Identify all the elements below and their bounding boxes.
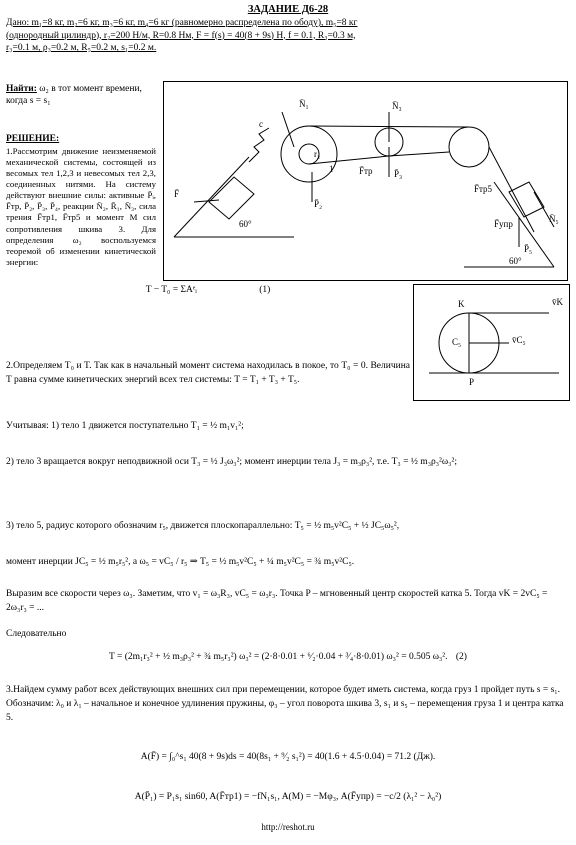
pulley-4 [449,127,489,167]
given-line-2: (однородный цилиндр), r₂=200 Н/м, R=0.8 Нм, F = f(s) = 40(8 + 9s) Н, f = 0.1, R₃=0.3 м, [6,30,356,41]
label-p3: P̄₃ [394,169,403,179]
solution-continuation [6,284,410,298]
step-2-body-4: момент инерции JC₅ = ½ m₅r₅², а ω₅ = vC₅ / r₅ ⇒ T₅ = ½ m₅v²C₅ + ¼ m₅v²C₅ = ¾ m₅v²C₅. [6,557,355,567]
label-n5: N̄₅ [549,214,559,224]
label-1: 1 [329,164,334,174]
label-p: P [469,377,475,387]
label-k: K [458,299,465,309]
label-vk: v̄K [552,297,563,307]
rope-mid [309,156,389,164]
page-title: ЗАДАНИЕ Д6-28 [247,4,329,15]
label-angle-1: 60° [239,219,252,229]
given-line-1: Дано: m₁=8 кг, m₂=6 кг, m₃=6 кг, m₄=6 кг (равномерно распределена по ободу), m₅=8 кг [6,18,358,28]
equation-3: A(F̄) = ∫₀^s₁ 40(8 + 9s)ds = 40(8s₁ + ⁹⁄₂ s₁²) = 40(1.6 + 4.5·0.04) = 71.2 (Дж). [140,752,436,762]
label-ftp: F̄тр [359,166,373,176]
step-2-body-3: 3) тело 5, радиус которого обозначим r₅, движется плоскопараллельно: T₅ = ½ m₅v²C₅ + ½ JC₅ω₅², [6,521,400,531]
label-n1: N̄₁ [299,99,309,109]
step-2-intro: 2.Определяем T₀ и T. Так как в начальный момент система находилась в покое, то T₀ = 0. Величина T равна сумме кинетических энергий всех тел системы: T = T₁ + T₃ + T₅. [6,361,410,385]
rolling-body-diagram [414,285,569,400]
step-2-body-5: Выразим все скорости через ω₃. Заметим, что v₁ = ω₃R₃, vC₅ = ω₃r₃. Точка P – мгновенный центр скоростей катка 5. Тогда vK = 2vC₅ = 2ω₃r₃ = ... [6,589,548,613]
step-2-body-2: 2) тело 3 вращается вокруг неподвижной оси T₃ = ½ J₃ω₃²; момент инерции тела J₃ = m₃ρ₃², т.е. T₃ = ½ m₃ρ₃²ω₃²; [6,457,457,467]
solution-heading: РЕШЕНИЕ: [6,134,60,144]
label-ftp5: F̄тр5 [474,184,493,194]
solution-text: 1.Рассмотрим движение неизменяемой механической системы, состоящей из весомых тел 1,2,3 и невесомых тел 2,3, соединенных нитями. На систему действуют внешние силы: активные P̄ᵢ, F̄тр, P̄₂, P̄₃, P̄₄, реакции N̄₂, R̄₁, N̄₃, сила трения F̄тр1, F̄тр5 и момент M сил сопротивления шкива 3. Для определения ω₂ воспользуемся теоремой об изменении кинетической энергии: [6,146,156,267]
label-p2: P̄₂ [314,199,323,209]
block-1 [209,177,254,219]
label-n3: N̄₃ [392,101,402,111]
solution-theorem: T − T₀ = ΣAᵉᵢ (1) [145,285,271,295]
label-f: F̄ [174,189,180,199]
label-angle-2: 60° [509,256,522,266]
given-line-3: r₃=0.1 м, ρ₃=0.2 м, R₅=0.2 м, s₁=0.2 м. [6,43,157,54]
find-block [6,83,156,108]
label-c: c [259,119,263,129]
step-3-body: 3.Найдем сумму работ всех действующих внешних сил при перемещении, которое будет иметь система, когда груз 1 пройдет путь s = s₁. Обозначим: λ₀ и λ₁ – начальное и конечное удлинения пружины, φ₃ – угол поворота шкива 3, s₁ и s₅ – перемещения груза 1 и центра катка 5. [6,685,564,723]
mechanism-figure [163,81,568,281]
step-2-body-1: Учитывая: 1) тело 1 движется поступательно T₁ = ½ m₁v₁²; [6,421,244,431]
mechanism-diagram [164,82,567,280]
incline-left [174,157,249,237]
step-2-body-6: Следовательно [6,629,67,639]
label-c5: C₅ [452,337,462,347]
label-p5: P̄₅ [524,244,533,254]
find-label: Найти: [6,84,37,94]
label-vc5: v̄C₅ [512,335,526,345]
spring [249,128,269,162]
equation-4: A(P̄₁) = P₁s₁ sin60, A(F̄тр1) = −fN₁s₁, A(M) = −Mφ₃, A(F̄упр) = −c/2 (λ₁² − λ₀²) [134,792,442,802]
label-r2: r₂ [314,149,321,159]
find-text: ω₂ в тот момент времени, когда s = s₁ [6,84,142,107]
given-block [6,17,572,55]
footer-url: http://reshot.ru [261,822,315,832]
equation-2: T = (2m₁r₃² + ½ m₃ρ₃² + ¾ m₅r₃²) ω₃² = (2·8·0.01 + ⁶⁄₂·0.04 + ³⁄₄·8·0.01) ω₃² = 0.505 ω₃². (2) [109,652,467,662]
rolling-body-figure [413,284,570,401]
label-fupr: F̄упр [494,219,513,229]
